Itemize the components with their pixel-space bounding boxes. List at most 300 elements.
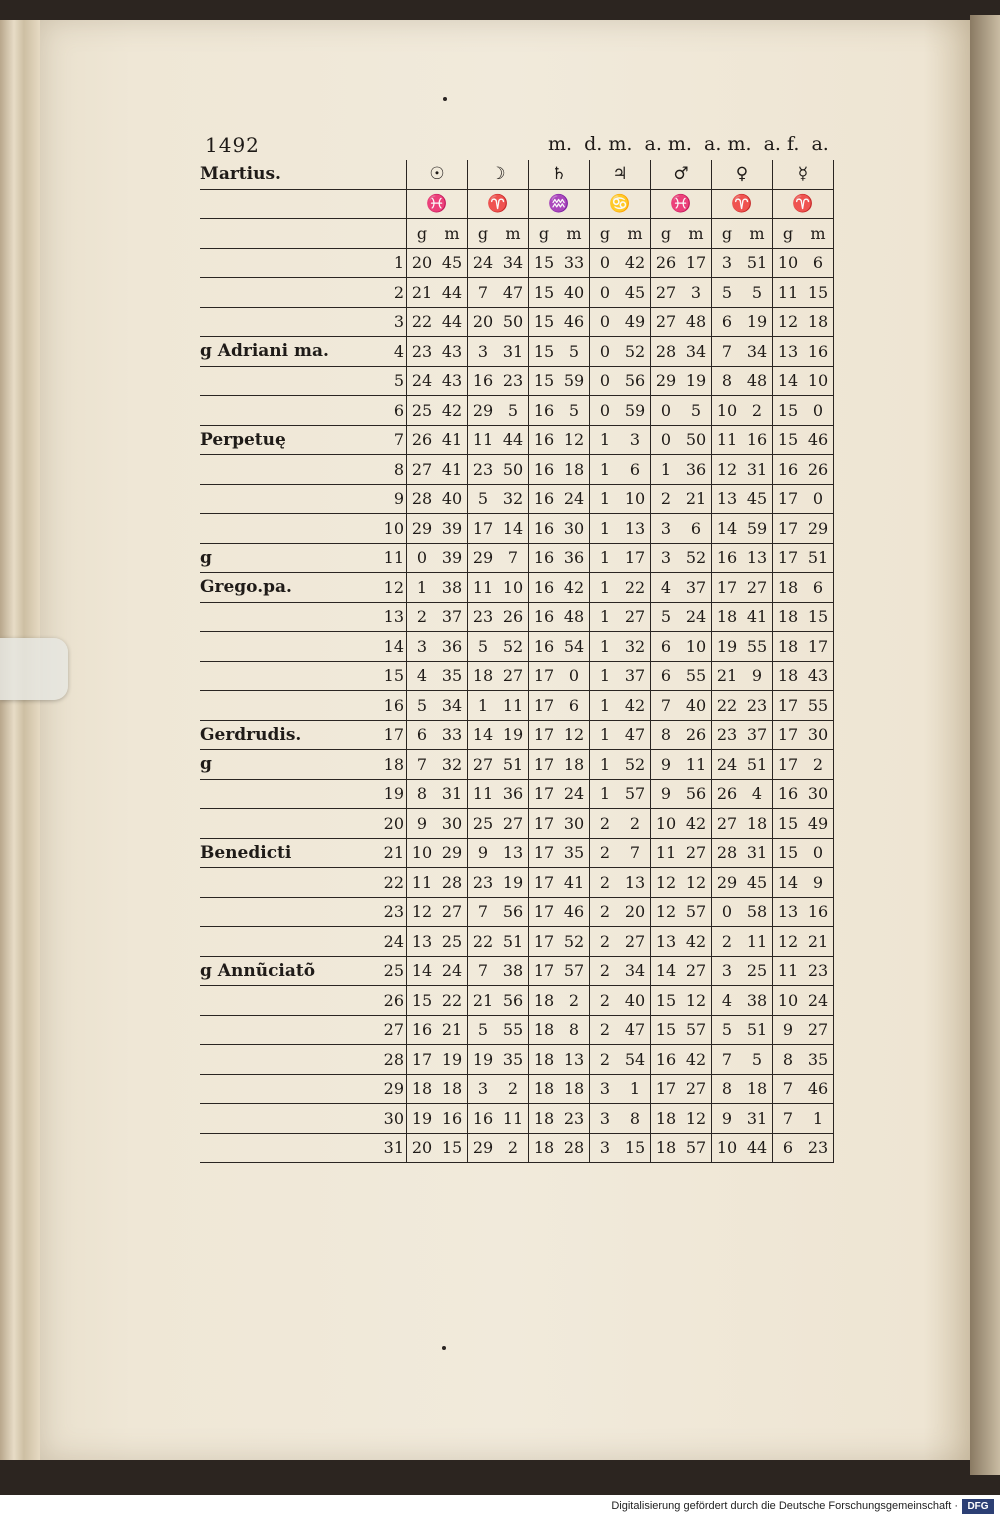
- month-title: Martius.: [200, 160, 380, 189]
- position-value: 16: [742, 425, 773, 455]
- position-value: 23: [559, 1104, 590, 1134]
- position-value: 26: [712, 779, 743, 809]
- position-value: 37: [681, 573, 712, 603]
- position-value: 12: [712, 455, 743, 485]
- position-value: 29: [651, 366, 682, 396]
- position-value: 29: [468, 1133, 499, 1163]
- day-number: 26: [380, 986, 407, 1016]
- position-value: 49: [620, 307, 651, 337]
- position-value: 19: [498, 720, 529, 750]
- position-value: 56: [498, 897, 529, 927]
- position-value: 18: [803, 307, 834, 337]
- position-value: 26: [803, 455, 834, 485]
- position-value: 28: [407, 484, 438, 514]
- table-row: [200, 573, 834, 603]
- position-value: 19: [407, 1104, 438, 1134]
- position-value: 14: [498, 514, 529, 544]
- position-value: 19: [437, 1045, 468, 1075]
- position-value: 13: [742, 543, 773, 573]
- position-value: 40: [559, 278, 590, 308]
- table-row: [200, 307, 834, 337]
- unit-label: m: [681, 219, 712, 249]
- position-value: 5: [742, 1045, 773, 1075]
- column-header-top: m. d. m. a. m. a. m. a. f. a.: [548, 133, 829, 155]
- position-value: 42: [620, 248, 651, 278]
- book-edge: [970, 15, 1000, 1475]
- day-number: 30: [380, 1104, 407, 1134]
- day-number: 16: [380, 691, 407, 721]
- position-value: 13: [407, 927, 438, 957]
- planet-symbol-icon: ♄: [529, 160, 590, 189]
- position-value: 0: [651, 396, 682, 426]
- position-value: 18: [559, 750, 590, 780]
- table-row: [200, 543, 834, 573]
- position-value: 9: [712, 1104, 743, 1134]
- position-value: 6: [559, 691, 590, 721]
- position-value: 21: [437, 1015, 468, 1045]
- position-value: 3: [590, 1133, 621, 1163]
- feast-name: [200, 897, 380, 927]
- feast-name: [200, 278, 380, 308]
- table-row: [200, 366, 834, 396]
- position-value: 3: [590, 1104, 621, 1134]
- feast-name: Grego.pa.: [200, 573, 380, 603]
- position-value: 29: [468, 396, 499, 426]
- position-value: 1: [590, 573, 621, 603]
- position-value: 20: [407, 248, 438, 278]
- position-value: 2: [590, 897, 621, 927]
- position-value: 7: [468, 956, 499, 986]
- position-value: 31: [498, 337, 529, 367]
- day-number: 19: [380, 779, 407, 809]
- day-number: 3: [380, 307, 407, 337]
- footer-bar: [0, 1495, 1000, 1519]
- position-value: 1: [590, 514, 621, 544]
- day-number: 21: [380, 838, 407, 868]
- position-value: 6: [712, 307, 743, 337]
- position-value: 17: [620, 543, 651, 573]
- position-value: 30: [559, 809, 590, 839]
- position-value: 27: [407, 455, 438, 485]
- feast-name: [200, 927, 380, 957]
- position-value: 9: [407, 809, 438, 839]
- table-row: [200, 455, 834, 485]
- position-value: 16: [529, 455, 560, 485]
- unit-label: m: [620, 219, 651, 249]
- position-value: 11: [468, 425, 499, 455]
- position-value: 32: [498, 484, 529, 514]
- position-value: 28: [559, 1133, 590, 1163]
- unit-label: m: [498, 219, 529, 249]
- position-value: 18: [651, 1104, 682, 1134]
- position-value: 23: [742, 691, 773, 721]
- position-value: 10: [773, 248, 804, 278]
- position-value: 11: [712, 425, 743, 455]
- sign-header-row: [200, 189, 834, 219]
- position-value: 17: [529, 809, 560, 839]
- position-value: 18: [529, 986, 560, 1016]
- position-value: 39: [437, 514, 468, 544]
- position-value: 24: [712, 750, 743, 780]
- position-value: 15: [529, 366, 560, 396]
- zodiac-sign-icon: ♓: [651, 189, 712, 219]
- position-value: 21: [468, 986, 499, 1016]
- position-value: 36: [559, 543, 590, 573]
- position-value: 23: [468, 868, 499, 898]
- planet-symbol-icon: ♀: [712, 160, 773, 189]
- day-number: 23: [380, 897, 407, 927]
- position-value: 55: [498, 1015, 529, 1045]
- position-value: 1: [590, 632, 621, 662]
- position-value: 46: [559, 307, 590, 337]
- position-value: 18: [559, 1074, 590, 1104]
- position-value: 2: [590, 838, 621, 868]
- position-value: 12: [681, 868, 712, 898]
- planet-symbol-icon: ☽: [468, 160, 529, 189]
- position-value: 32: [620, 632, 651, 662]
- position-value: 30: [559, 514, 590, 544]
- position-value: 14: [712, 514, 743, 544]
- position-value: 47: [620, 1015, 651, 1045]
- position-value: 17: [773, 691, 804, 721]
- position-value: 18: [437, 1074, 468, 1104]
- day-number: 14: [380, 632, 407, 662]
- position-value: 8: [712, 1074, 743, 1104]
- position-value: 33: [559, 248, 590, 278]
- position-value: 27: [437, 897, 468, 927]
- unit-label: m: [559, 219, 590, 249]
- position-value: 15: [651, 986, 682, 1016]
- position-value: 58: [742, 897, 773, 927]
- position-value: 34: [437, 691, 468, 721]
- feast-name: [200, 514, 380, 544]
- position-value: 11: [651, 838, 682, 868]
- position-value: 59: [559, 366, 590, 396]
- position-value: 47: [498, 278, 529, 308]
- position-value: 15: [773, 425, 804, 455]
- position-value: 1: [590, 691, 621, 721]
- position-value: 8: [712, 366, 743, 396]
- position-value: 59: [620, 396, 651, 426]
- position-value: 51: [803, 543, 834, 573]
- position-value: 37: [742, 720, 773, 750]
- position-value: 18: [407, 1074, 438, 1104]
- unit-label: m: [742, 219, 773, 249]
- position-value: 51: [498, 927, 529, 957]
- position-value: 35: [498, 1045, 529, 1075]
- position-value: 24: [681, 602, 712, 632]
- position-value: 0: [590, 337, 621, 367]
- position-value: 0: [590, 366, 621, 396]
- position-value: 2: [559, 986, 590, 1016]
- position-value: 18: [773, 661, 804, 691]
- position-value: 29: [712, 868, 743, 898]
- position-value: 50: [498, 455, 529, 485]
- feast-name: [200, 691, 380, 721]
- feast-name: [200, 809, 380, 839]
- position-value: 12: [773, 927, 804, 957]
- position-value: 44: [742, 1133, 773, 1163]
- position-value: 18: [773, 602, 804, 632]
- position-value: 2: [651, 484, 682, 514]
- position-value: 0: [590, 396, 621, 426]
- position-value: 42: [559, 573, 590, 603]
- position-value: 11: [773, 956, 804, 986]
- table-row: [200, 868, 834, 898]
- position-value: 27: [651, 278, 682, 308]
- position-value: 2: [803, 750, 834, 780]
- position-value: 7: [468, 897, 499, 927]
- planet-symbol-icon: ☉: [407, 160, 468, 189]
- table-row: [200, 425, 834, 455]
- day-number: 7: [380, 425, 407, 455]
- position-value: 36: [681, 455, 712, 485]
- blank-cell: [380, 189, 407, 219]
- feast-name: g Adriani ma.: [200, 337, 380, 367]
- position-value: 16: [529, 425, 560, 455]
- position-value: 6: [651, 632, 682, 662]
- position-value: 27: [681, 838, 712, 868]
- position-value: 6: [651, 661, 682, 691]
- day-number: 28: [380, 1045, 407, 1075]
- position-value: 16: [712, 543, 743, 573]
- unit-label: g: [773, 219, 804, 249]
- position-value: 15: [437, 1133, 468, 1163]
- position-value: 19: [681, 366, 712, 396]
- position-value: 1: [590, 750, 621, 780]
- position-value: 27: [498, 661, 529, 691]
- position-value: 46: [803, 425, 834, 455]
- position-value: 37: [437, 602, 468, 632]
- position-value: 57: [620, 779, 651, 809]
- position-value: 23: [803, 1133, 834, 1163]
- position-value: 17: [529, 838, 560, 868]
- position-value: 31: [742, 455, 773, 485]
- feast-name: Benedicti: [200, 838, 380, 868]
- day-number: 11: [380, 543, 407, 573]
- table-row: [200, 1074, 834, 1104]
- position-value: 36: [498, 779, 529, 809]
- position-value: 3: [468, 1074, 499, 1104]
- position-value: 7: [712, 1045, 743, 1075]
- position-value: 10: [651, 809, 682, 839]
- position-value: 49: [803, 809, 834, 839]
- position-value: 44: [437, 307, 468, 337]
- position-value: 9: [651, 750, 682, 780]
- ephemeris-table: [200, 160, 834, 1163]
- position-value: 18: [529, 1133, 560, 1163]
- day-number: 17: [380, 720, 407, 750]
- position-value: 24: [437, 956, 468, 986]
- position-value: 0: [712, 897, 743, 927]
- position-value: 38: [742, 986, 773, 1016]
- position-value: 11: [498, 1104, 529, 1134]
- unit-label: m: [437, 219, 468, 249]
- position-value: 21: [407, 278, 438, 308]
- position-value: 50: [681, 425, 712, 455]
- position-value: 17: [407, 1045, 438, 1075]
- position-value: 26: [681, 720, 712, 750]
- table-row: [200, 956, 834, 986]
- position-value: 17: [803, 632, 834, 662]
- position-value: 2: [590, 1045, 621, 1075]
- zodiac-sign-icon: ♒: [529, 189, 590, 219]
- position-value: 57: [559, 956, 590, 986]
- position-value: 8: [559, 1015, 590, 1045]
- table-row: [200, 1015, 834, 1045]
- position-value: 3: [590, 1074, 621, 1104]
- position-value: 23: [712, 720, 743, 750]
- position-value: 25: [407, 396, 438, 426]
- position-value: 8: [407, 779, 438, 809]
- position-value: 28: [437, 868, 468, 898]
- position-value: 28: [712, 838, 743, 868]
- position-value: 13: [651, 927, 682, 957]
- position-value: 0: [803, 838, 834, 868]
- position-value: 0: [803, 396, 834, 426]
- position-value: 55: [742, 632, 773, 662]
- position-value: 1: [803, 1104, 834, 1134]
- position-value: 39: [437, 543, 468, 573]
- unit-label: g: [468, 219, 499, 249]
- position-value: 15: [529, 248, 560, 278]
- position-value: 0: [651, 425, 682, 455]
- day-number: 18: [380, 750, 407, 780]
- position-value: 16: [529, 484, 560, 514]
- position-value: 5: [681, 396, 712, 426]
- position-value: 51: [742, 750, 773, 780]
- position-value: 51: [742, 248, 773, 278]
- position-value: 17: [529, 868, 560, 898]
- position-value: 4: [712, 986, 743, 1016]
- position-value: 3: [651, 514, 682, 544]
- position-value: 2: [590, 956, 621, 986]
- position-value: 56: [620, 366, 651, 396]
- position-value: 17: [773, 750, 804, 780]
- position-value: 8: [773, 1045, 804, 1075]
- position-value: 9: [742, 661, 773, 691]
- table-row: [200, 1104, 834, 1134]
- position-value: 44: [498, 425, 529, 455]
- table-row: [200, 632, 834, 662]
- feast-name: [200, 455, 380, 485]
- position-value: 15: [529, 278, 560, 308]
- position-value: 1: [590, 779, 621, 809]
- position-value: 18: [529, 1015, 560, 1045]
- feast-name: [200, 248, 380, 278]
- position-value: 1: [590, 602, 621, 632]
- position-value: 2: [590, 986, 621, 1016]
- position-value: 5: [712, 1015, 743, 1045]
- position-value: 2: [407, 602, 438, 632]
- position-value: 2: [498, 1074, 529, 1104]
- table-row: [200, 248, 834, 278]
- position-value: 56: [498, 986, 529, 1016]
- ink-speck: [442, 1346, 446, 1350]
- position-value: 52: [681, 543, 712, 573]
- position-value: 42: [681, 927, 712, 957]
- position-value: 43: [437, 337, 468, 367]
- position-value: 25: [468, 809, 499, 839]
- footer-credit: Digitalisierung gefördert durch die Deutsche Forschungsgemeinschaft ·: [611, 1500, 958, 1512]
- position-value: 12: [681, 1104, 712, 1134]
- position-value: 31: [742, 1104, 773, 1134]
- position-value: 24: [803, 986, 834, 1016]
- position-value: 17: [529, 927, 560, 957]
- position-value: 47: [620, 720, 651, 750]
- position-value: 48: [559, 602, 590, 632]
- position-value: 5: [407, 691, 438, 721]
- position-value: 32: [437, 750, 468, 780]
- position-value: 18: [742, 809, 773, 839]
- position-value: 46: [803, 1074, 834, 1104]
- position-value: 18: [773, 632, 804, 662]
- position-value: 9: [773, 1015, 804, 1045]
- position-value: 51: [742, 1015, 773, 1045]
- position-value: 16: [407, 1015, 438, 1045]
- position-value: 57: [681, 897, 712, 927]
- day-number: 1: [380, 248, 407, 278]
- position-value: 12: [681, 986, 712, 1016]
- position-value: 42: [437, 396, 468, 426]
- position-value: 0: [559, 661, 590, 691]
- position-value: 40: [437, 484, 468, 514]
- position-value: 8: [620, 1104, 651, 1134]
- position-value: 3: [468, 337, 499, 367]
- position-value: 42: [681, 809, 712, 839]
- position-value: 15: [407, 986, 438, 1016]
- zodiac-sign-icon: ♋: [590, 189, 651, 219]
- position-value: 23: [498, 366, 529, 396]
- position-value: 15: [651, 1015, 682, 1045]
- position-value: 12: [651, 868, 682, 898]
- position-value: 21: [712, 661, 743, 691]
- position-value: 2: [590, 868, 621, 898]
- page-year: 1492: [205, 133, 260, 157]
- table-row: [200, 838, 834, 868]
- feast-name: [200, 986, 380, 1016]
- position-value: 22: [437, 986, 468, 1016]
- position-value: 18: [529, 1045, 560, 1075]
- book-spine: [0, 20, 40, 1460]
- position-value: 15: [620, 1133, 651, 1163]
- day-number: 4: [380, 337, 407, 367]
- blank-cell: [200, 219, 380, 249]
- dfg-logo: DFG: [962, 1499, 994, 1514]
- feast-name: [200, 307, 380, 337]
- position-value: 17: [529, 750, 560, 780]
- position-value: 52: [620, 750, 651, 780]
- position-value: 10: [498, 573, 529, 603]
- table-row: [200, 396, 834, 426]
- table-row: [200, 809, 834, 839]
- position-value: 7: [468, 278, 499, 308]
- position-value: 13: [559, 1045, 590, 1075]
- position-value: 45: [620, 278, 651, 308]
- feast-name: [200, 1045, 380, 1075]
- position-value: 35: [559, 838, 590, 868]
- position-value: 19: [468, 1045, 499, 1075]
- unit-label: g: [712, 219, 743, 249]
- position-value: 27: [498, 809, 529, 839]
- position-value: 15: [529, 337, 560, 367]
- position-value: 6: [620, 455, 651, 485]
- position-value: 7: [498, 543, 529, 573]
- position-value: 12: [773, 307, 804, 337]
- table-row: [200, 514, 834, 544]
- day-number: 5: [380, 366, 407, 396]
- position-value: 48: [742, 366, 773, 396]
